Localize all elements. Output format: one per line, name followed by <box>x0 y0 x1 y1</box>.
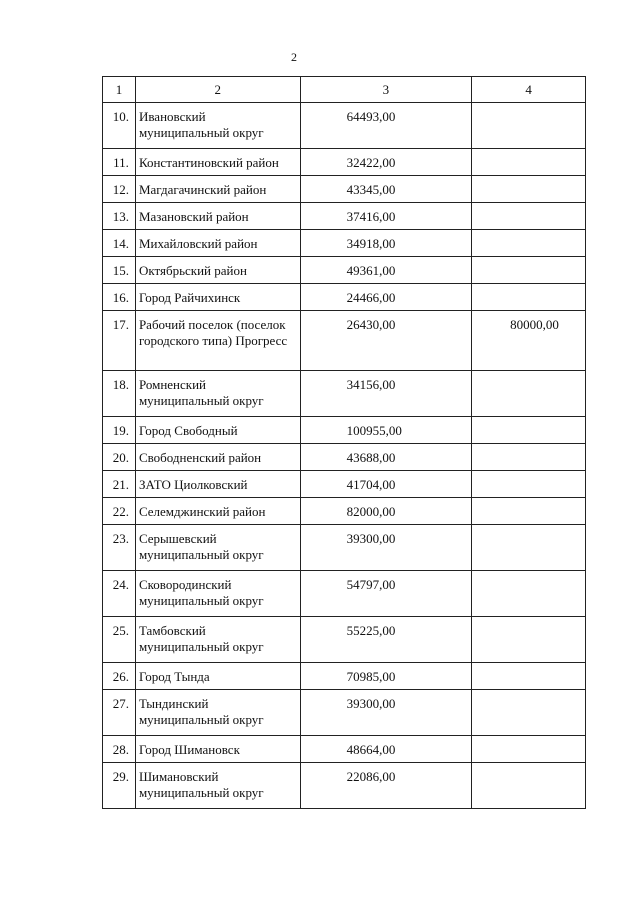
amount-cell <box>300 571 472 617</box>
row-number: 24. <box>103 571 136 617</box>
extra-cell <box>472 417 586 444</box>
amount-cell <box>300 257 472 284</box>
table-row <box>103 663 586 690</box>
amount-value: 43345,00 <box>346 182 396 197</box>
row-number: 28. <box>103 736 136 763</box>
amount-cell <box>300 444 472 471</box>
extra-cell <box>472 103 586 149</box>
municipality-name: Михайловский район <box>135 230 300 257</box>
extra-cell <box>472 149 586 176</box>
extra-cell <box>472 471 586 498</box>
table-header-row <box>103 77 586 103</box>
municipality-name: Город Райчихинск <box>135 284 300 311</box>
table-row <box>103 371 586 417</box>
municipality-name: Константиновский район <box>135 149 300 176</box>
municipality-name: ЗАТО Циолковский <box>135 471 300 498</box>
amount-cell <box>300 736 472 763</box>
municipality-name: Город Тында <box>135 663 300 690</box>
extra-cell <box>472 525 586 571</box>
amount-cell <box>300 176 472 203</box>
header-cell-1: 1 <box>103 77 136 103</box>
amount-cell <box>300 230 472 257</box>
amount-value: 34918,00 <box>346 236 396 251</box>
header-cell-2: 2 <box>135 77 300 103</box>
row-number: 21. <box>103 471 136 498</box>
extra-cell <box>472 571 586 617</box>
municipality-name: Рабочий поселок (поселок городского типа) Прогресс <box>135 311 300 371</box>
extra-cell <box>472 763 586 809</box>
table-row <box>103 471 586 498</box>
municipality-name: Ромненский муниципальный округ <box>135 371 300 417</box>
row-number: 23. <box>103 525 136 571</box>
amount-value: 39300,00 <box>346 531 396 546</box>
municipality-name: Свободненский район <box>135 444 300 471</box>
extra-cell <box>472 257 586 284</box>
table-row <box>103 103 586 149</box>
extra-cell <box>472 617 586 663</box>
table-row <box>103 571 586 617</box>
row-number: 16. <box>103 284 136 311</box>
municipality-name: Сковородинский муниципальный округ <box>135 571 300 617</box>
row-number: 20. <box>103 444 136 471</box>
row-number: 29. <box>103 763 136 809</box>
table-row <box>103 736 586 763</box>
table-row <box>103 444 586 471</box>
extra-cell <box>472 371 586 417</box>
amount-cell <box>300 417 472 444</box>
row-number: 12. <box>103 176 136 203</box>
row-number: 10. <box>103 103 136 149</box>
allocation-table <box>102 76 586 809</box>
table-row <box>103 311 586 371</box>
table-row <box>103 525 586 571</box>
table-row <box>103 498 586 525</box>
table-row <box>103 230 586 257</box>
amount-value: 54797,00 <box>346 577 396 592</box>
row-number: 25. <box>103 617 136 663</box>
amount-value: 37416,00 <box>346 209 396 224</box>
extra-cell <box>472 176 586 203</box>
table-row <box>103 284 586 311</box>
municipality-name: Мазановский район <box>135 203 300 230</box>
table-row <box>103 176 586 203</box>
row-number: 14. <box>103 230 136 257</box>
row-number: 15. <box>103 257 136 284</box>
amount-value: 39300,00 <box>346 696 396 711</box>
amount-value: 49361,00 <box>346 263 396 278</box>
amount-value: 64493,00 <box>346 109 396 124</box>
municipality-name: Город Шимановск <box>135 736 300 763</box>
amount-cell <box>300 203 472 230</box>
row-number: 13. <box>103 203 136 230</box>
page-number: 2 <box>291 50 297 64</box>
municipality-name: Шимановский муниципальный округ <box>135 763 300 809</box>
row-number: 11. <box>103 149 136 176</box>
extra-cell <box>472 736 586 763</box>
extra-cell <box>472 690 586 736</box>
municipality-name: Магдагачинский район <box>135 176 300 203</box>
amount-value: 24466,00 <box>346 290 396 305</box>
municipality-name: Город Свободный <box>135 417 300 444</box>
amount-value: 26430,00 <box>346 317 396 332</box>
amount-cell <box>300 284 472 311</box>
municipality-name: Тамбовский муниципальный округ <box>135 617 300 663</box>
row-number: 19. <box>103 417 136 444</box>
table-row <box>103 617 586 663</box>
municipality-name: Тындинский муниципальный округ <box>135 690 300 736</box>
extra-value: 80000,00 <box>510 317 559 332</box>
amount-cell <box>300 103 472 149</box>
municipality-name: Октябрьский район <box>135 257 300 284</box>
amount-cell <box>300 471 472 498</box>
amount-cell <box>300 498 472 525</box>
header-cell-4: 4 <box>472 77 586 103</box>
municipality-name: Селемджинский район <box>135 498 300 525</box>
row-number: 22. <box>103 498 136 525</box>
amount-value: 82000,00 <box>346 504 396 519</box>
amount-value: 34156,00 <box>346 377 396 392</box>
table-row <box>103 257 586 284</box>
extra-cell <box>472 230 586 257</box>
table-row <box>103 763 586 809</box>
amount-value: 55225,00 <box>346 623 396 638</box>
extra-cell <box>472 663 586 690</box>
table-row <box>103 203 586 230</box>
municipality-name: Серышевский муниципальный округ <box>135 525 300 571</box>
table-row <box>103 417 586 444</box>
amount-value: 41704,00 <box>346 477 396 492</box>
amount-cell <box>300 371 472 417</box>
table-row <box>103 690 586 736</box>
extra-cell <box>472 498 586 525</box>
row-number: 26. <box>103 663 136 690</box>
extra-cell <box>472 311 586 371</box>
amount-value: 22086,00 <box>346 769 396 784</box>
amount-cell <box>300 311 472 371</box>
amount-cell <box>300 525 472 571</box>
municipality-name: Ивановский муниципальный округ <box>135 103 300 149</box>
amount-value: 48664,00 <box>346 742 396 757</box>
table-row <box>103 149 586 176</box>
header-cell-3: 3 <box>300 77 472 103</box>
extra-cell <box>472 284 586 311</box>
amount-cell <box>300 149 472 176</box>
amount-value: 43688,00 <box>346 450 396 465</box>
amount-value: 70985,00 <box>346 669 396 684</box>
row-number: 17. <box>103 311 136 371</box>
extra-cell <box>472 203 586 230</box>
row-number: 27. <box>103 690 136 736</box>
amount-cell <box>300 663 472 690</box>
extra-cell <box>472 444 586 471</box>
row-number: 18. <box>103 371 136 417</box>
amount-value: 100955,00 <box>346 423 402 438</box>
amount-cell <box>300 690 472 736</box>
amount-cell <box>300 617 472 663</box>
amount-cell <box>300 763 472 809</box>
amount-value: 32422,00 <box>346 155 396 170</box>
